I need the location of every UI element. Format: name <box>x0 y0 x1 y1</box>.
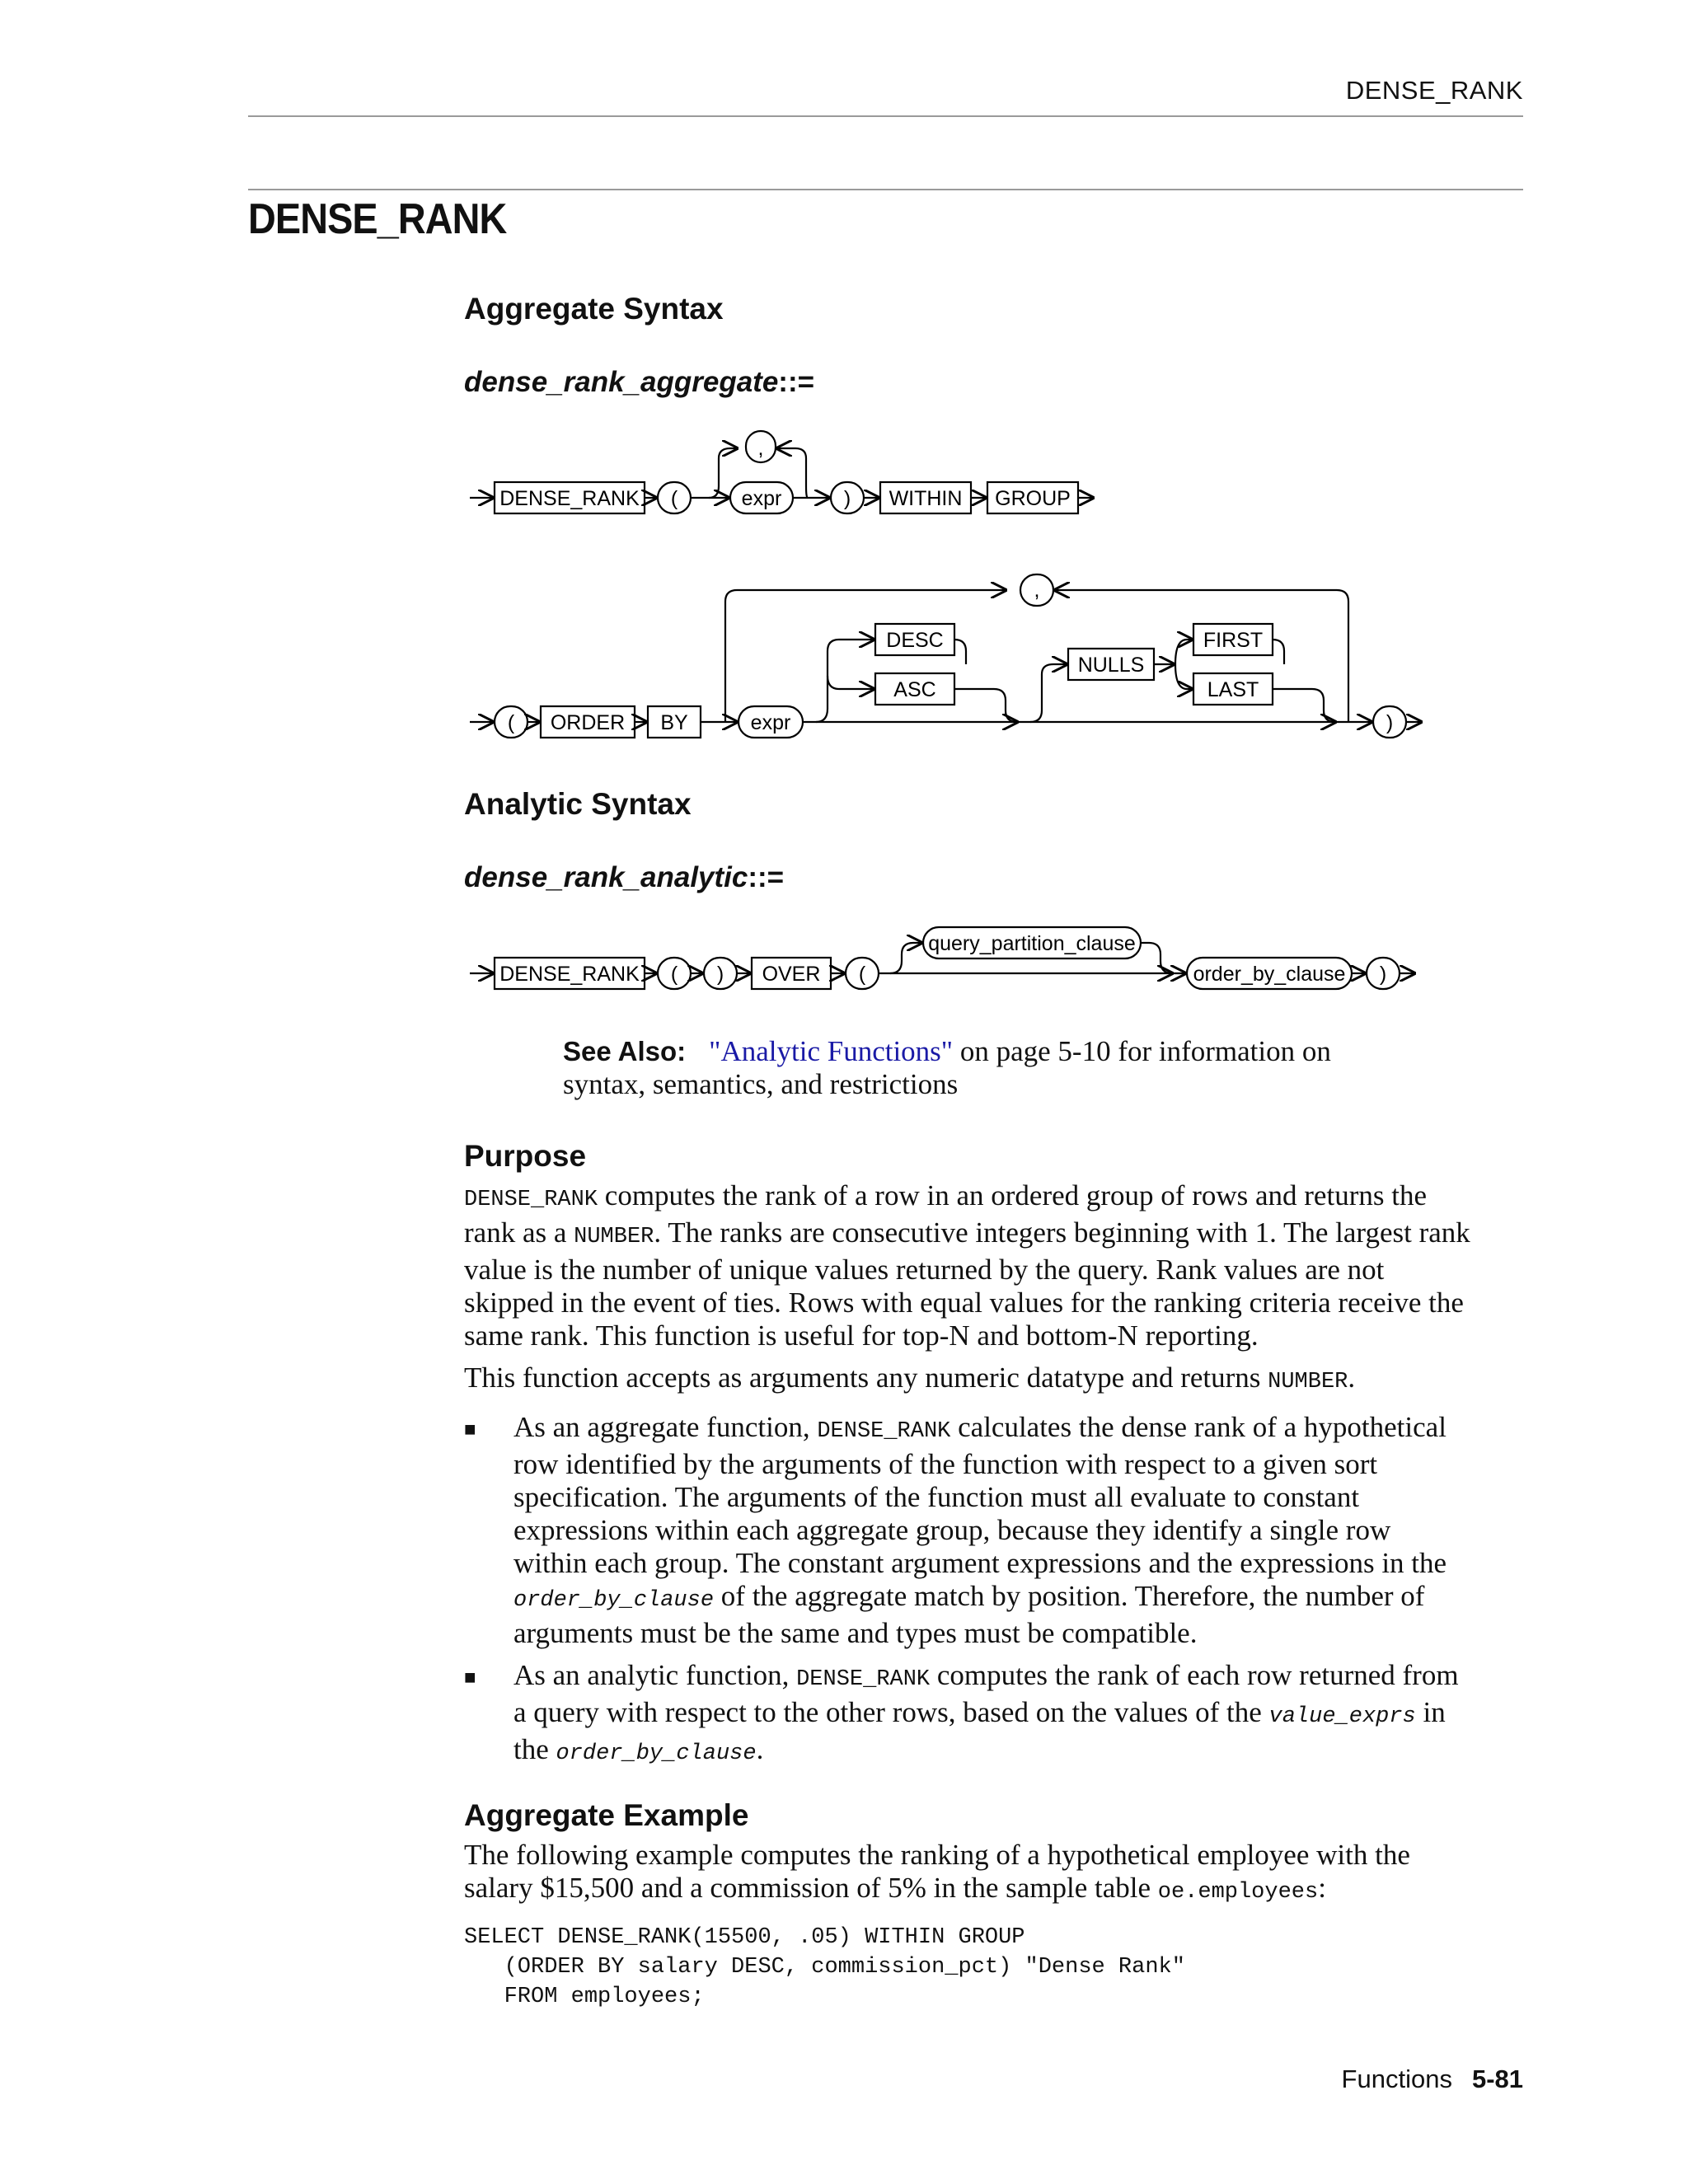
diagram1-rparen-label: ) <box>843 487 851 510</box>
diagram3-order-by-label: order_by_clause <box>1193 963 1346 986</box>
diagram2-asc-label: ASC <box>893 678 936 701</box>
production-name: dense_rank_analytic <box>464 861 748 893</box>
diagram1-expr-label: expr <box>741 487 782 510</box>
analytic-production <box>464 861 784 894</box>
text: same rank. This function is useful for top-N and bottom-N reporting. <box>464 1319 1259 1352</box>
purpose-paragraph-1 <box>464 1179 1523 1352</box>
diagram1-within-label: WITHIN <box>889 487 963 510</box>
production-op: ::= <box>748 861 785 893</box>
bullet-1-mark: ■ <box>464 1419 476 1441</box>
bullet-2-mark: ■ <box>464 1667 476 1689</box>
code-line: SELECT DENSE_RANK(15500, .05) WITHIN GROUP <box>464 1925 1025 1950</box>
text: within each group. The constant argument expressions and the expressions in the <box>513 1547 1447 1579</box>
text: rank as a <box>464 1216 574 1249</box>
aggregate-syntax-heading: Aggregate Syntax <box>464 292 724 326</box>
diagram2-first-label: FIRST <box>1203 629 1264 652</box>
text: . <box>1348 1361 1356 1394</box>
aggregate-example-heading: Aggregate Example <box>464 1798 749 1832</box>
code-dense-rank: DENSE_RANK <box>796 1667 931 1692</box>
text: calculates the dense rank of a hypothetical <box>950 1411 1447 1443</box>
text: a query with respect to the other rows, based on the values of the <box>513 1696 1269 1728</box>
text: the <box>513 1733 556 1765</box>
text: The following example computes the ranking of a hypothetical employee with the <box>464 1839 1410 1871</box>
diagram1-dense-rank-label: DENSE_RANK <box>499 487 640 510</box>
code-number: NUMBER <box>1268 1370 1348 1394</box>
text: : <box>1318 1872 1326 1904</box>
text: specification. The arguments of the function must all evaluate to constant <box>513 1481 1360 1513</box>
page-footer <box>1342 2064 1523 2094</box>
code-oe-employees: oe.employees <box>1157 1880 1319 1905</box>
text: This function accepts as arguments any numeric datatype and returns <box>464 1361 1268 1394</box>
text: As an analytic function, <box>513 1659 797 1691</box>
code-value-exprs: value_exprs <box>1268 1704 1416 1729</box>
see-also-text: on page 5-10 for information on <box>953 1035 1331 1067</box>
diagram3-lparen-label: ( <box>670 963 678 986</box>
bullet-1-text <box>513 1411 1523 1650</box>
diagram3-query-partition-label: query_partition_clause <box>928 932 1136 955</box>
diagram1-group-label: GROUP <box>995 487 1071 510</box>
text: computes the rank of a row in an ordered group of rows and returns the <box>598 1179 1427 1212</box>
footer-section: Functions <box>1341 2064 1452 2093</box>
production-op: ::= <box>778 366 815 398</box>
diagram2-desc-label: DESC <box>886 629 944 652</box>
code-line: FROM employees; <box>464 1985 705 2009</box>
diagram2-nulls-label: NULLS <box>1077 654 1145 677</box>
diagram3-lparen2-label: ( <box>858 963 866 986</box>
code-order-by-clause: order_by_clause <box>556 1741 757 1766</box>
text: row identified by the arguments of the function with respect to a given sort <box>513 1448 1378 1480</box>
diagram2-comma-label: , <box>1034 579 1040 602</box>
diagram2-expr-label: expr <box>750 711 791 734</box>
text: of the aggregate match by position. Therefore, the number of <box>714 1580 1425 1612</box>
bullet-2-text <box>513 1659 1523 1770</box>
text: computes the rank of each row returned from <box>930 1659 1459 1691</box>
diagram3-rparen-label: ) <box>716 963 724 986</box>
code-line: (ORDER BY salary DESC, commission_pct) "Dense Rank" <box>464 1955 1185 1980</box>
text: expressions within each aggregate group, because they identify a single row <box>513 1514 1391 1546</box>
code-dense-rank: DENSE_RANK <box>817 1419 951 1444</box>
code-order-by-clause: order_by_clause <box>513 1588 715 1613</box>
production-name: dense_rank_aggregate <box>464 366 779 398</box>
code-dense-rank: DENSE_RANK <box>464 1188 598 1212</box>
code-example <box>464 1923 1185 2012</box>
analytic-functions-link[interactable]: "Analytic Functions" <box>709 1035 954 1067</box>
diagram3-dense-rank-label: DENSE_RANK <box>499 963 640 986</box>
text: . The ranks are consecutive integers beginning with 1. The largest rank <box>654 1216 1470 1249</box>
diagram3-rparen2-label: ) <box>1379 963 1387 986</box>
text: skipped in the event of ties. Rows with equal values for the ranking criteria receive the <box>464 1286 1464 1319</box>
diagram1-lparen-label: ( <box>670 487 678 510</box>
text: As an aggregate function, <box>513 1411 818 1443</box>
text: . <box>756 1733 764 1765</box>
diagram2-order-label: ORDER <box>550 711 626 734</box>
text: arguments must be the same and types must be compatible. <box>513 1617 1198 1649</box>
diagram2-last-label: LAST <box>1207 678 1259 701</box>
diagram2-rparen-label: ) <box>1386 711 1394 734</box>
text: in <box>1415 1696 1446 1728</box>
see-also-note <box>563 1035 1523 1101</box>
see-also-label: See Also: <box>563 1036 687 1066</box>
purpose-heading: Purpose <box>464 1139 587 1173</box>
code-number: NUMBER <box>574 1225 654 1249</box>
running-header: DENSE_RANK <box>1345 76 1523 105</box>
page-title: DENSE_RANK <box>248 195 507 243</box>
diagram2-by-label: BY <box>660 711 688 734</box>
analytic-syntax-heading: Analytic Syntax <box>464 787 692 821</box>
text: value is the number of unique values returned by the query. Rank values are not <box>464 1254 1385 1286</box>
purpose-paragraph-2 <box>464 1361 1523 1399</box>
diagram3-over-label: OVER <box>762 963 821 986</box>
footer-page-number: 5-81 <box>1471 2064 1523 2093</box>
text: salary $15,500 and a commission of 5% in the sample table <box>464 1872 1158 1904</box>
see-also-line2: syntax, semantics, and restrictions <box>563 1068 959 1100</box>
diagram1-comma-label: , <box>757 437 764 460</box>
diagram2-lparen-label: ( <box>507 711 515 734</box>
aggregate-example-text <box>464 1839 1523 1909</box>
